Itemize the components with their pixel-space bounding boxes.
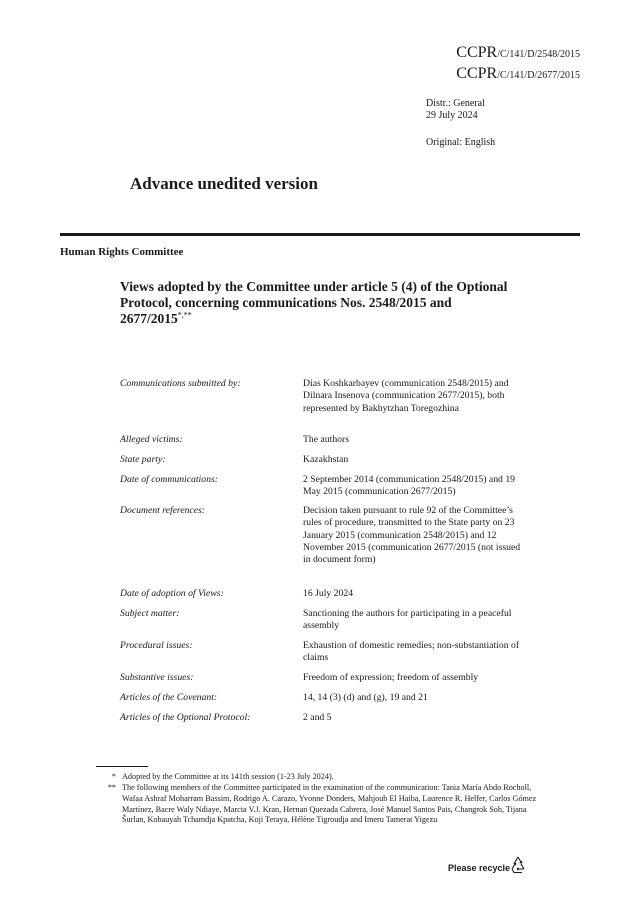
please-recycle-label: Please recycle (448, 863, 511, 873)
meta-label: State party: (120, 454, 166, 465)
meta-label: Subject matter: (120, 608, 180, 619)
footnote-mark: * (111, 772, 116, 781)
meta-value: 2 September 2014 (communication 2548/2015) and 19 May 2015 (communication 2677/2015) (303, 474, 516, 498)
meta-label: Procedural issues: (120, 640, 193, 651)
footnote-text: Adopted by the Committee at its 141th session (1-23 July 2024). (122, 772, 334, 781)
footnote-marks: *,** (177, 310, 192, 320)
meta-label: Document references: (120, 505, 206, 516)
document-symbol-2 (456, 66, 580, 82)
symbol-main: CCPR (456, 44, 498, 61)
meta-value: The authors (303, 434, 350, 445)
issue-date: 29 July 2024 (426, 110, 478, 121)
footnote-mark: ** (107, 783, 116, 792)
document-symbol-1 (456, 45, 580, 61)
symbol-main: CCPR (456, 65, 498, 82)
header-divider (60, 233, 580, 236)
meta-value: Kazakhstan (303, 454, 349, 465)
meta-label: Communications submitted by: (120, 378, 241, 389)
meta-label: Date of communications: (120, 474, 218, 485)
meta-label: Articles of the Optional Protocol: (120, 712, 251, 723)
advance-version-heading: Advance unedited version (130, 174, 318, 193)
symbol-suffix: /C/141/D/2548/2015 (497, 49, 580, 60)
views-title-text: Views adopted by the Committee under article 5 (4) of the Optional Protocol, concerning communications Nos. 2548/2015 and 2677/2015 (120, 279, 508, 326)
meta-value: 14, 14 (3) (d) and (g), 19 and 21 (303, 692, 428, 703)
meta-value: 2 and 5 (303, 712, 332, 723)
meta-label: Alleged victims: (120, 434, 183, 445)
meta-label: Articles of the Covenant: (120, 692, 218, 703)
views-title (120, 279, 510, 327)
original-language: Original: English (426, 137, 496, 148)
meta-value: Dias Koshkarbayev (communication 2548/2015) and Dilnara Insenova (communication 2677/2015), both represented by Bakhytzhan Toregozhina (303, 378, 509, 414)
meta-value: 16 July 2024 (303, 588, 354, 599)
footnote-text: The following members of the Committee participated in the examination of the communication: Tania María Abdo Rocholl, Wafaa Ashraf Moharram Bassim, Rodrigo A. Carazo, Yvonne Donders, Mahjoub El Haiba, Laurence R. Helfer, Carlos Gómez Martínez, Bacre Waly Ndiaye, Marcia V.J. Kran, Hernan Quezada Cabrera, José Manuel Santos Pais, Changrok Soh, Tijana Šurlan, Kobauyah Tchamdja Kpatcha, Koji Teraya, Hélène Tigroudja and Imeru Tamerat Yigezu (122, 783, 537, 825)
symbol-suffix: /C/141/D/2677/2015 (497, 70, 580, 81)
distribution-block (426, 98, 485, 122)
committee-name: Human Rights Committee (60, 246, 184, 258)
footnote-divider (96, 766, 148, 767)
distribution-label: Distr.: General (426, 98, 485, 109)
meta-value: Freedom of expression; freedom of assembly (303, 672, 479, 683)
meta-label: Substantive issues: (120, 672, 194, 683)
meta-value: Decision taken pursuant to rule 92 of the Committee’s rules of procedure, transmitted to the State party on 23 January 2015 (communication 2548/2015) and 12 November 2015 (communication 2677/2015 (not issued in document form) (303, 505, 521, 566)
meta-value: Exhaustion of domestic remedies; non-substantiation of claims (303, 640, 520, 664)
meta-label: Date of adoption of Views: (120, 588, 224, 599)
recycle-icon (508, 855, 528, 875)
meta-value: Sanctioning the authors for participating in a peaceful assembly (303, 608, 512, 632)
